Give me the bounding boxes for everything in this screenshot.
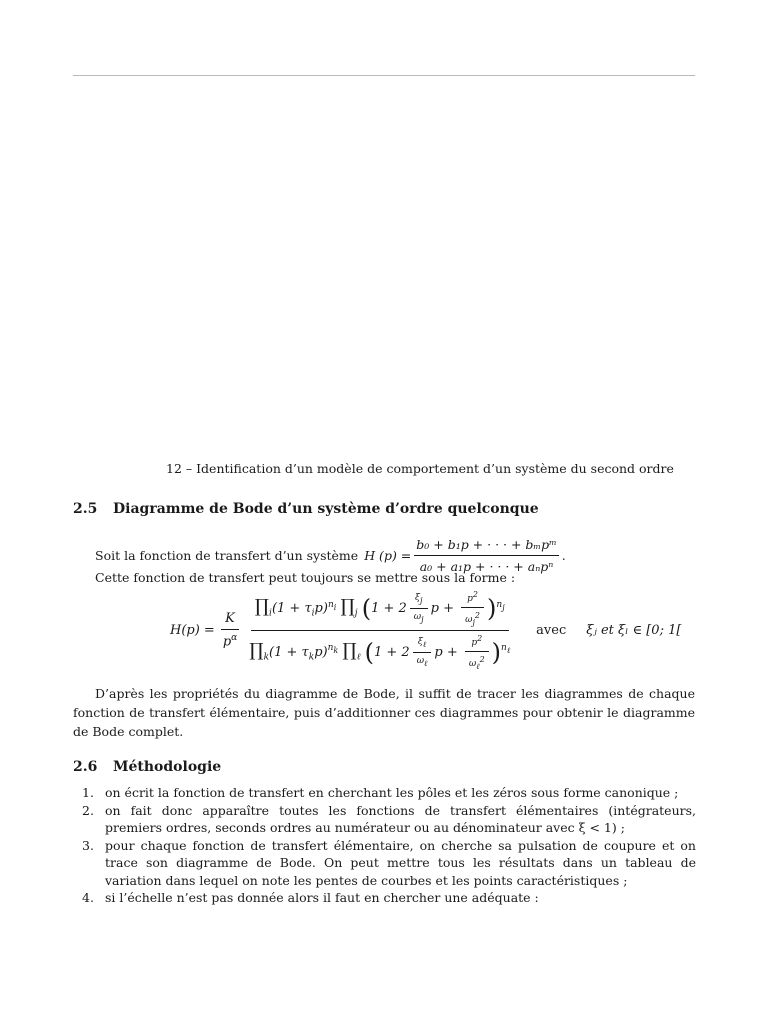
section-number: 2.5 (73, 501, 98, 517)
fraction-numerator: b₀ + b₁p + · · · + bₘpᵐ (414, 535, 559, 556)
methodology-list (82, 784, 696, 907)
section-heading-2-6 (73, 759, 221, 775)
eq-condition: ξⱼ et ξₗ ∈ [0; 1[ (586, 622, 682, 638)
item-text: on écrit la fonction de transfert en cherchant les pôles et les zéros sous forme canonique ; (105, 785, 679, 800)
h-lhs: H (p) = (364, 548, 412, 563)
eq-product-fraction: $\prod_i(1 + \tau_ip)^{n_i}$ $\prod_j$ (1 + 2 $\frac{\xi_j}{\omega_j}$ p + $\frac{p^2}{\omega_j^2}$ )$^{n_j}$ $\prod_k(1 + \tau_kp)^{n_k}$ $\prod_\ell$ (1 + 2 $\frac{\xi_\ell}{\omega_\ell}$ p + $\frac{p^2}{\omega_\ell^2}$ )$^{n_\ell}$ (249, 590, 511, 671)
list-item (82, 784, 696, 802)
running-head: 12 – Identification d’un modèle de comportement d’un système du second ordre (166, 461, 674, 476)
section-heading-2-5 (73, 501, 539, 517)
item-number: 1. (82, 785, 94, 800)
list-item (82, 889, 696, 907)
fraction-denominator: a₀ + a₁p + · · · + aₙpⁿ (419, 559, 554, 574)
item-text: on fait donc apparaître toutes les fonctions de transfert élémentaires (intégrateurs, premiers ordres, seconds ordres au numérateur ou au dénominateur avec ξ < 1) ; (105, 802, 696, 835)
item-number: 3. (82, 837, 94, 853)
form-text: Cette fonction de transfert peut toujours se mettre sous la forme : (95, 570, 516, 585)
item-text: si l’échelle n’est pas donnée alors il faut en chercher une adéquate : (105, 890, 539, 905)
header-rule (73, 75, 695, 76)
eq-avec: avec (536, 622, 567, 638)
eq-lhs: H(p) = (170, 622, 215, 638)
section-title: Méthodologie (113, 759, 222, 775)
list-item (82, 837, 696, 890)
factorized-equation (170, 590, 681, 671)
section-number: 2.6 (73, 759, 98, 775)
list-item (82, 802, 696, 837)
section-title: Diagramme de Bode d’un système d’ordre quelconque (113, 501, 539, 517)
item-number: 4. (82, 890, 94, 905)
bode-paragraph: D’après les propriétés du diagramme de Bode, il suffit de tracer les diagrammes de chaque fonction de transfert élémentaire, puis d’additionner ces diagrammes pour obtenir le diagramme de Bode complet. (73, 686, 695, 739)
h-end: . (561, 548, 566, 563)
intro-text: Soit la fonction de transfert d’un système (95, 548, 359, 563)
item-text: pour chaque fonction de transfert élémentaire, on cherche sa pulsation de coupure et on trace son diagramme de Bode. On peut mettre tous les résultats dans un tableau de variation dans lequel on note les pentes de courbes et les points caractéristiques ; (105, 837, 696, 888)
item-number: 2. (82, 802, 94, 818)
eq-gain-fraction: $\frac{K}{p^\alpha}$ (222, 611, 238, 650)
